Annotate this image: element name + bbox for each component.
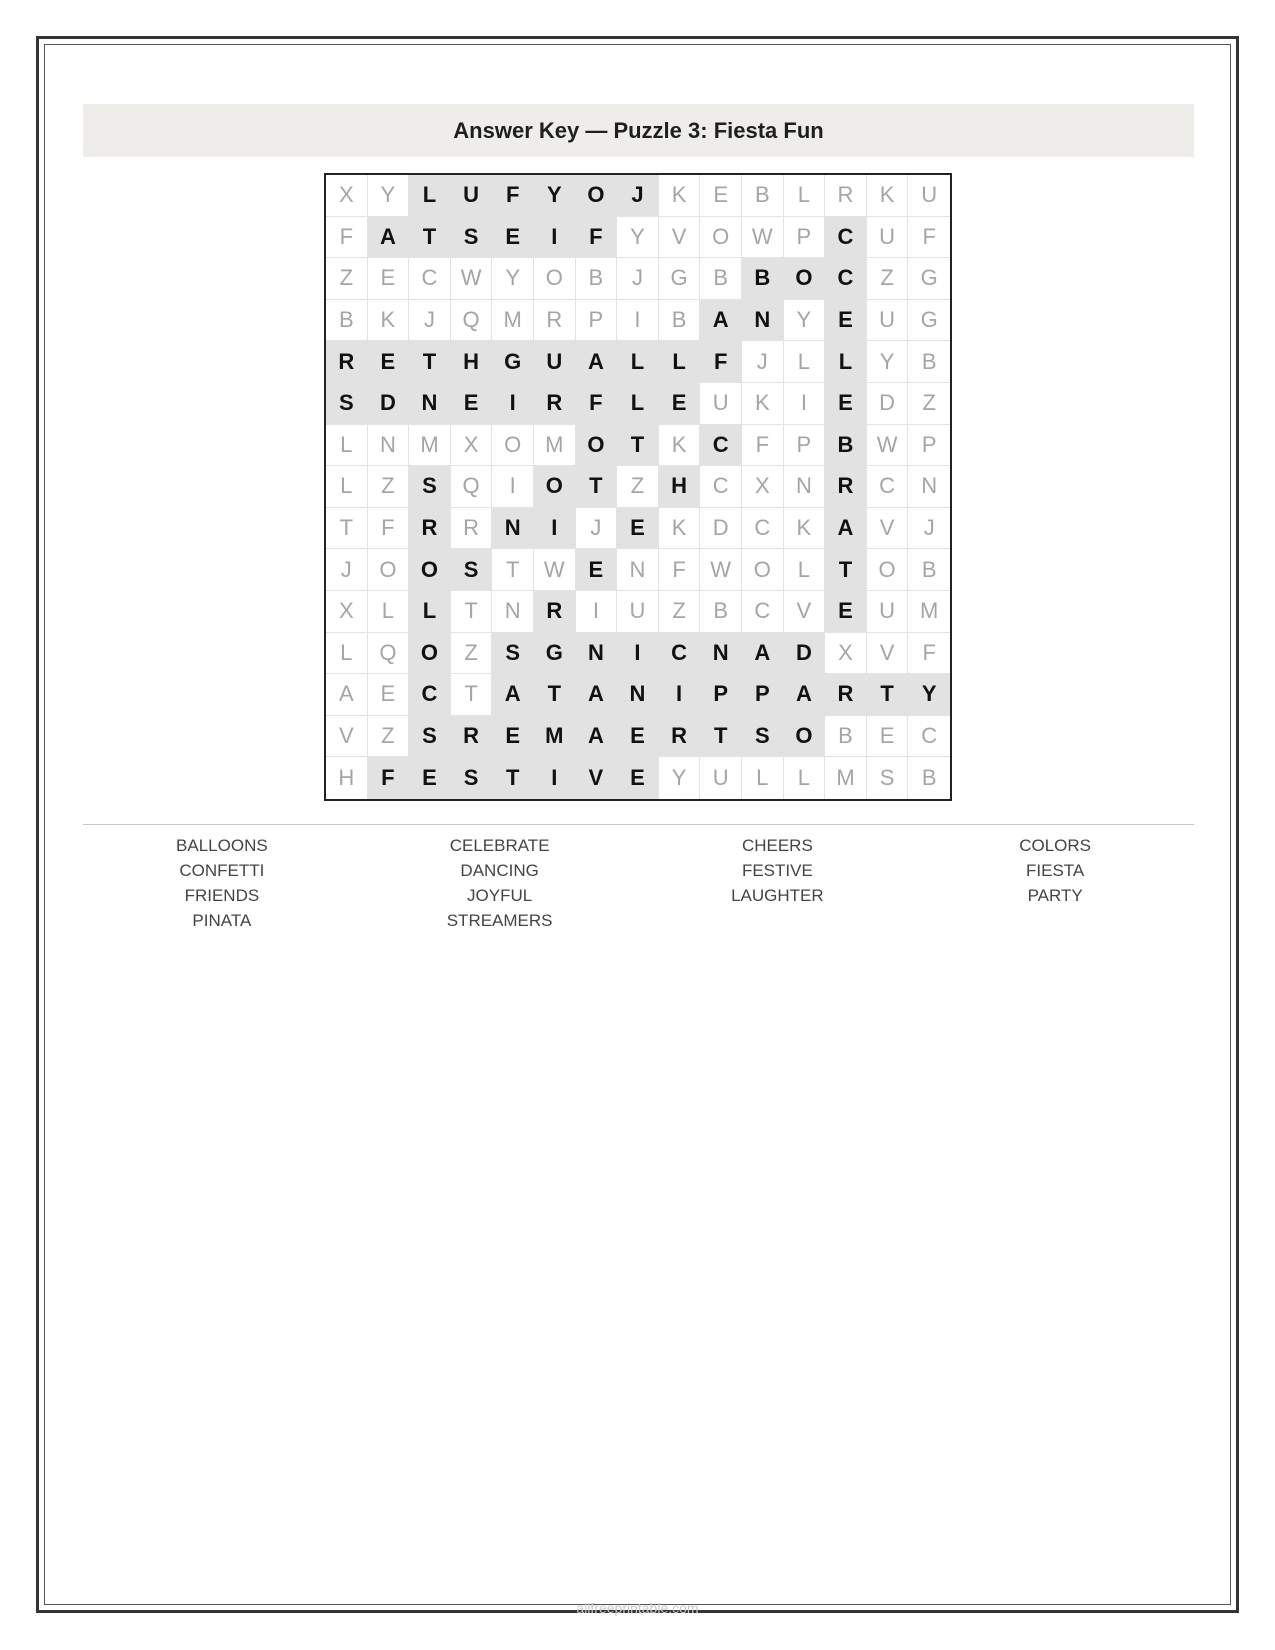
grid-cell: E <box>659 383 701 425</box>
grid-cell: O <box>492 425 534 467</box>
grid-cell: K <box>867 175 909 217</box>
grid-cell: V <box>867 633 909 675</box>
grid-cell: B <box>326 300 368 342</box>
grid-cell: C <box>409 258 451 300</box>
grid-cell: Y <box>659 757 701 799</box>
grid-cell: J <box>409 300 451 342</box>
grid-cell: S <box>492 633 534 675</box>
grid-cell: S <box>867 757 909 799</box>
grid-cell: C <box>742 508 784 550</box>
grid-cell: E <box>451 383 493 425</box>
grid-cell: C <box>700 425 742 467</box>
grid-cell: I <box>534 757 576 799</box>
grid-cell: C <box>825 258 867 300</box>
word-list-item: PARTY <box>1027 886 1083 905</box>
grid-cell: T <box>576 466 618 508</box>
grid-cell: Q <box>368 633 410 675</box>
grid-cell: T <box>326 508 368 550</box>
word-list-item: BALLOONS <box>176 836 268 855</box>
word-list-item: FESTIVE <box>741 861 813 880</box>
word-list-item: FIESTA <box>1026 861 1085 880</box>
word-search-grid <box>324 173 952 801</box>
word-list-item: STREAMERS <box>446 911 553 930</box>
grid-cell: F <box>576 383 618 425</box>
grid-cell: R <box>409 508 451 550</box>
grid-cell: F <box>742 425 784 467</box>
page-title: Answer Key — Puzzle 3: Fiesta Fun <box>453 117 824 143</box>
grid-cell: M <box>534 716 576 758</box>
grid-cell: R <box>825 674 867 716</box>
grid-cell: J <box>617 175 659 217</box>
grid-cell: D <box>368 383 410 425</box>
grid-cell: Z <box>451 633 493 675</box>
grid-cell: K <box>659 425 701 467</box>
grid-cell: S <box>451 217 493 259</box>
grid-cell: A <box>742 633 784 675</box>
grid-cell: D <box>867 383 909 425</box>
grid-cell: N <box>492 591 534 633</box>
grid-cell: Y <box>784 300 826 342</box>
word-list-item: COLORS <box>1019 836 1092 855</box>
grid-cell: X <box>742 466 784 508</box>
grid-cell: D <box>700 508 742 550</box>
grid-cell: T <box>492 757 534 799</box>
grid-cell: Z <box>326 258 368 300</box>
grid-cell: U <box>700 757 742 799</box>
grid-cell: A <box>700 300 742 342</box>
word-list-item: PINATA <box>192 911 252 930</box>
grid-cell: U <box>700 383 742 425</box>
grid-cell: J <box>617 258 659 300</box>
grid-cell: E <box>825 591 867 633</box>
grid-cell: H <box>326 757 368 799</box>
grid-cell: L <box>825 341 867 383</box>
grid-cell: B <box>700 258 742 300</box>
grid-cell: R <box>534 591 576 633</box>
grid-cell: J <box>742 341 784 383</box>
grid-cell: L <box>784 549 826 591</box>
grid-cell: G <box>492 341 534 383</box>
grid-cell: B <box>825 716 867 758</box>
grid-cell: A <box>825 508 867 550</box>
grid-cell: G <box>659 258 701 300</box>
grid-cell: P <box>700 674 742 716</box>
grid-cell: A <box>368 217 410 259</box>
grid-cell: L <box>326 466 368 508</box>
grid-cell: N <box>368 425 410 467</box>
word-list-item: JOYFUL <box>467 886 533 905</box>
grid-cell: A <box>576 716 618 758</box>
grid-cell: F <box>326 217 368 259</box>
title-banner <box>83 104 1194 157</box>
grid-cell: W <box>867 425 909 467</box>
grid-cell: U <box>867 217 909 259</box>
grid-cell: X <box>825 633 867 675</box>
grid-cell: V <box>867 508 909 550</box>
grid-cell: U <box>867 300 909 342</box>
grid-cell: N <box>908 466 950 508</box>
grid-cell: L <box>409 175 451 217</box>
grid-cell: Y <box>368 175 410 217</box>
grid-cell: C <box>867 466 909 508</box>
grid-cell: B <box>908 549 950 591</box>
grid-cell: D <box>784 633 826 675</box>
grid-cell: E <box>825 383 867 425</box>
word-list-item: LAUGHTER <box>731 886 824 905</box>
grid-cell: E <box>617 508 659 550</box>
grid-cell: W <box>700 549 742 591</box>
grid-cell: U <box>451 175 493 217</box>
grid-cell: K <box>742 383 784 425</box>
grid-cell: L <box>617 341 659 383</box>
grid-cell: Q <box>451 466 493 508</box>
grid-cell: X <box>326 175 368 217</box>
grid-cell: I <box>617 300 659 342</box>
grid-cell: O <box>534 466 576 508</box>
grid-cell: O <box>784 716 826 758</box>
grid-cell: L <box>784 341 826 383</box>
grid-cell: U <box>867 591 909 633</box>
grid-cell: B <box>742 175 784 217</box>
grid-cell: B <box>908 341 950 383</box>
grid-cell: X <box>451 425 493 467</box>
grid-cell: S <box>409 466 451 508</box>
grid-cell: V <box>659 217 701 259</box>
grid-cell: O <box>576 425 618 467</box>
grid-cell: O <box>742 549 784 591</box>
grid-cell: K <box>659 508 701 550</box>
grid-cell: L <box>784 175 826 217</box>
grid-cell: A <box>576 341 618 383</box>
grid-cell: P <box>784 425 826 467</box>
grid-cell: F <box>700 341 742 383</box>
grid-cell: K <box>368 300 410 342</box>
grid-cell: K <box>784 508 826 550</box>
grid-cell: U <box>534 341 576 383</box>
grid-cell: T <box>492 549 534 591</box>
grid-cell: O <box>368 549 410 591</box>
grid-cell: F <box>368 757 410 799</box>
grid-cell: G <box>534 633 576 675</box>
grid-cell: B <box>700 591 742 633</box>
grid-cell: O <box>576 175 618 217</box>
grid-cell: K <box>659 175 701 217</box>
grid-cell: N <box>617 674 659 716</box>
grid-cell: N <box>617 549 659 591</box>
grid-cell: V <box>784 591 826 633</box>
grid-cell: R <box>534 300 576 342</box>
grid-cell: E <box>368 341 410 383</box>
grid-cell: A <box>492 674 534 716</box>
divider-line <box>83 824 1194 825</box>
grid-cell: M <box>825 757 867 799</box>
grid-cell: V <box>326 716 368 758</box>
grid-cell: R <box>825 466 867 508</box>
grid-cell: B <box>825 425 867 467</box>
grid-cell: C <box>409 674 451 716</box>
grid-cell: I <box>492 383 534 425</box>
word-list-item: CHEERS <box>741 836 813 855</box>
grid-cell: C <box>825 217 867 259</box>
grid-cell: G <box>908 258 950 300</box>
grid-cell: E <box>368 258 410 300</box>
grid-cell: X <box>326 591 368 633</box>
grid-cell: N <box>784 466 826 508</box>
grid-cell: S <box>451 549 493 591</box>
grid-cell: G <box>908 300 950 342</box>
grid-cell: P <box>742 674 784 716</box>
grid-cell: C <box>700 466 742 508</box>
grid-cell: S <box>451 757 493 799</box>
grid-cell: P <box>908 425 950 467</box>
grid-cell: V <box>576 757 618 799</box>
grid-cell: L <box>409 591 451 633</box>
grid-cell: L <box>326 425 368 467</box>
grid-cell: T <box>451 591 493 633</box>
grid-cell: E <box>492 716 534 758</box>
grid-cell: I <box>534 508 576 550</box>
grid-cell: Y <box>492 258 534 300</box>
word-list-item: CONFETTI <box>179 861 265 880</box>
grid-cell: E <box>825 300 867 342</box>
grid-cell: Y <box>534 175 576 217</box>
grid-cell: S <box>742 716 784 758</box>
grid-cell: W <box>534 549 576 591</box>
grid-cell: T <box>700 716 742 758</box>
grid-cell: Z <box>867 258 909 300</box>
grid-cell: U <box>908 175 950 217</box>
grid-cell: E <box>409 757 451 799</box>
grid-cell: I <box>576 591 618 633</box>
grid-cell: E <box>617 757 659 799</box>
grid-cell: B <box>908 757 950 799</box>
grid-cell: Y <box>867 341 909 383</box>
grid-cell: Y <box>617 217 659 259</box>
grid-cell: B <box>576 258 618 300</box>
grid-cell: W <box>742 217 784 259</box>
grid-cell: Z <box>368 716 410 758</box>
grid-cell: L <box>784 757 826 799</box>
grid-cell: I <box>617 633 659 675</box>
grid-cell: L <box>368 591 410 633</box>
grid-cell: F <box>908 217 950 259</box>
grid-cell: M <box>908 591 950 633</box>
grid-cell: O <box>409 633 451 675</box>
grid-cell: H <box>451 341 493 383</box>
grid-cell: P <box>576 300 618 342</box>
grid-cell: O <box>409 549 451 591</box>
grid-cell: B <box>659 300 701 342</box>
grid-cell: A <box>784 674 826 716</box>
grid-cell: Z <box>908 383 950 425</box>
grid-cell: T <box>617 425 659 467</box>
grid-cell: L <box>659 341 701 383</box>
grid-cell: F <box>659 549 701 591</box>
grid-cell: N <box>742 300 784 342</box>
grid-cell: B <box>742 258 784 300</box>
grid-cell: W <box>451 258 493 300</box>
grid-cell: Y <box>908 674 950 716</box>
grid-cell: L <box>742 757 784 799</box>
grid-cell: A <box>326 674 368 716</box>
grid-cell: T <box>825 549 867 591</box>
grid-cell: R <box>534 383 576 425</box>
grid-cell: E <box>700 175 742 217</box>
grid-cell: H <box>659 466 701 508</box>
grid-cell: F <box>368 508 410 550</box>
grid-cell: C <box>659 633 701 675</box>
grid-cell: R <box>451 716 493 758</box>
word-list-item: DANCING <box>460 861 539 880</box>
grid-cell: T <box>534 674 576 716</box>
grid-cell: J <box>326 549 368 591</box>
grid-cell: I <box>534 217 576 259</box>
word-list-item: CELEBRATE <box>449 836 550 855</box>
grid-cell: T <box>867 674 909 716</box>
grid-cell: R <box>659 716 701 758</box>
grid-cell: Z <box>368 466 410 508</box>
grid-cell: M <box>534 425 576 467</box>
grid-cell: N <box>576 633 618 675</box>
grid-cell: A <box>576 674 618 716</box>
grid-cell: O <box>784 258 826 300</box>
grid-cell: M <box>492 300 534 342</box>
grid-cell: O <box>534 258 576 300</box>
grid-cell: P <box>784 217 826 259</box>
grid-cell: S <box>409 716 451 758</box>
grid-cell: E <box>492 217 534 259</box>
grid-cell: M <box>409 425 451 467</box>
grid-cell: U <box>617 591 659 633</box>
grid-cell: R <box>326 341 368 383</box>
grid-cell: Z <box>659 591 701 633</box>
grid-cell: C <box>742 591 784 633</box>
grid-cell: N <box>492 508 534 550</box>
grid-cell: F <box>492 175 534 217</box>
grid-cell: Q <box>451 300 493 342</box>
grid-cell: N <box>700 633 742 675</box>
watermark: allfreeprintable.com <box>576 1600 699 1616</box>
grid-cell: I <box>492 466 534 508</box>
grid-cell: S <box>326 383 368 425</box>
grid-cell: F <box>576 217 618 259</box>
word-list-item: FRIENDS <box>184 886 260 905</box>
grid-cell: C <box>908 716 950 758</box>
grid-cell: Z <box>617 466 659 508</box>
grid-cell: T <box>409 341 451 383</box>
grid-cell: T <box>451 674 493 716</box>
grid-cell: E <box>368 674 410 716</box>
grid-cell: L <box>617 383 659 425</box>
grid-cell: E <box>576 549 618 591</box>
grid-cell: J <box>576 508 618 550</box>
grid-cell: N <box>409 383 451 425</box>
grid-cell: I <box>659 674 701 716</box>
grid-cell: E <box>867 716 909 758</box>
word-list <box>83 836 1194 930</box>
grid-cell: J <box>908 508 950 550</box>
grid-cell: O <box>867 549 909 591</box>
grid-cell: L <box>326 633 368 675</box>
grid-cell: F <box>908 633 950 675</box>
grid-cell: T <box>409 217 451 259</box>
grid-cell: E <box>617 716 659 758</box>
grid-cell: R <box>825 175 867 217</box>
grid-cell: R <box>451 508 493 550</box>
grid-cell: O <box>700 217 742 259</box>
grid-cell: I <box>784 383 826 425</box>
